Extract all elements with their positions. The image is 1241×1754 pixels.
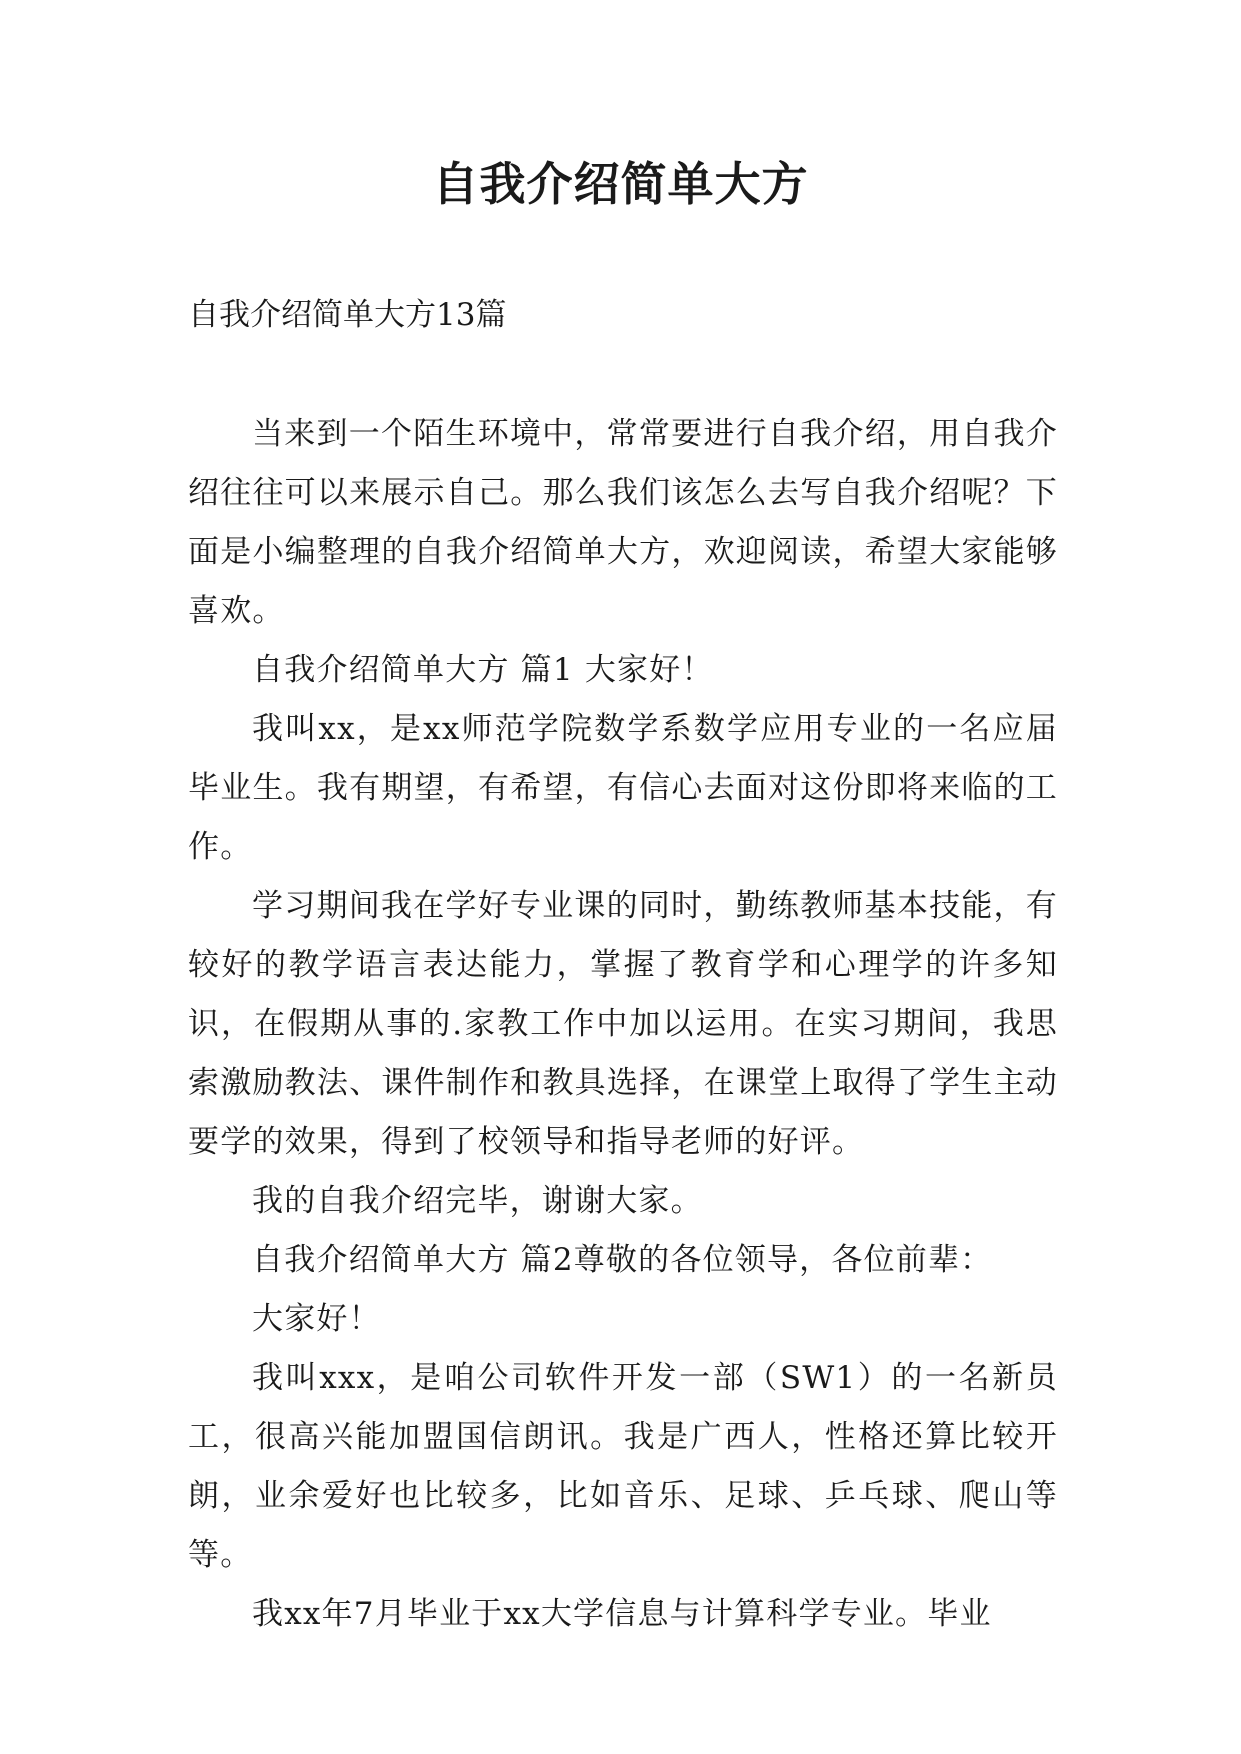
body-paragraph: 我xx年7月毕业于xx大学信息与计算科学专业。毕业	[252, 1596, 992, 1632]
body-paragraph: 学习期间我在学好专业课的同时，勤练教师基本技能，有较好的教学语言表达能力，掌握了教育学和心理学的许多知识，在假期从事的.家教工作中加以运用。在实习期间，我思索激励教法、课件制作和教具选择，在课堂上取得了学生主动要学的效果，得到了校领导和指导老师的好评。	[188, 888, 1058, 1160]
body-paragraph: 我的自我介绍完毕，谢谢大家。	[252, 1183, 703, 1219]
body-paragraph: 大家好！	[252, 1301, 381, 1337]
document-title: 自我介绍简单大方	[432, 157, 809, 211]
document-body	[188, 405, 1058, 1644]
section-heading-2: 自我介绍简单大方 篇2尊敬的各位领导，各位前辈：	[252, 1242, 993, 1278]
body-paragraph: 我叫xx，是xx师范学院数学系数学应用专业的一名应届毕业生。我有期望，有希望，有信心去面对这份即将来临的工作。	[188, 711, 1058, 865]
document-subtitle: 自我介绍简单大方13篇	[188, 297, 507, 333]
intro-paragraph: 当来到一个陌生环境中，常常要进行自我介绍，用自我介绍往往可以来展示自己。那么我们该怎么去写自我介绍呢？下面是小编整理的自我介绍简单大方，欢迎阅读，希望大家能够喜欢。	[188, 416, 1058, 629]
section-heading-1: 自我介绍简单大方 篇1 大家好！	[252, 652, 714, 688]
body-paragraph: 我叫xxx，是咱公司软件开发一部（SW1）的一名新员工，很高兴能加盟国信朗讯。我是广西人，性格还算比较开朗，业余爱好也比较多，比如音乐、足球、乒乓球、爬山等等。	[188, 1360, 1058, 1573]
